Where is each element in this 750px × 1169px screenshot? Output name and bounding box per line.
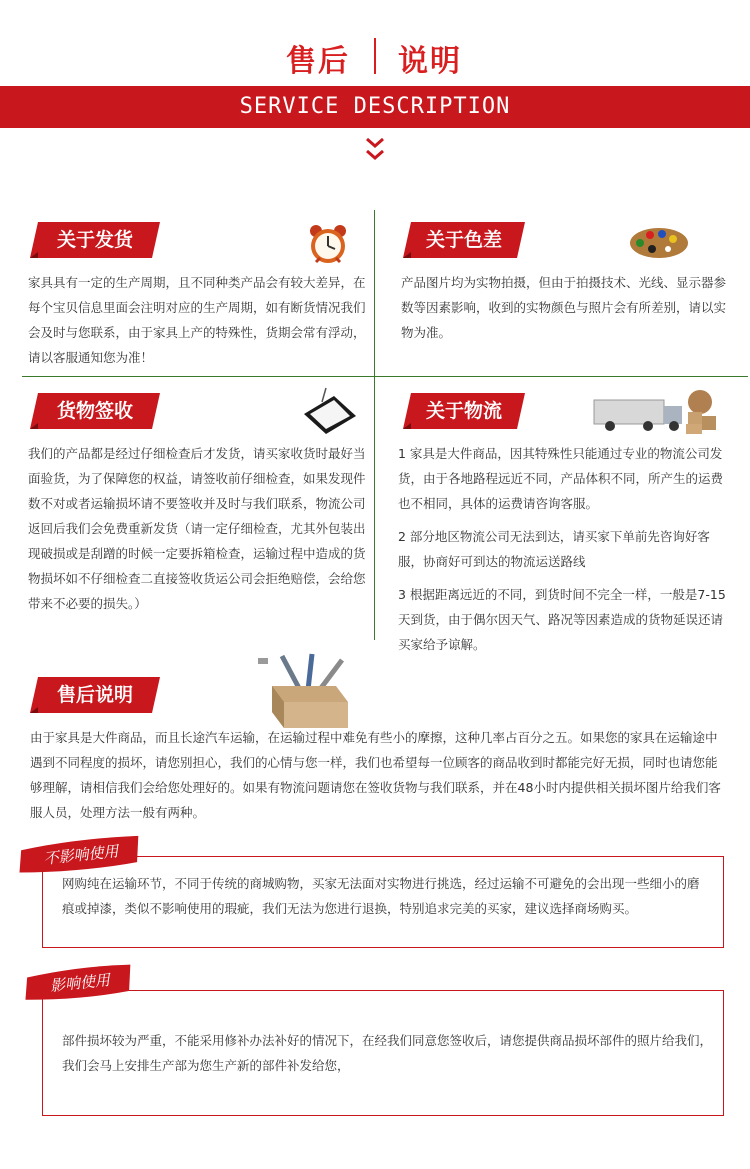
- chevron-down-icon: [365, 138, 385, 148]
- stamp-text: 不影响使用: [42, 842, 120, 868]
- horizontal-divider: [22, 376, 748, 377]
- section-label-shipping: [30, 222, 160, 258]
- label-text: 关于色差: [425, 229, 502, 251]
- label-text: 货物签收: [56, 400, 133, 422]
- section-label-aftersale: [30, 677, 160, 713]
- shipping-text: 家具具有一定的生产周期，且不同种类产品会有较大差异，在每个宝贝信息里面会注明对应的生产周期，如有断货情况我们会及时与您联系，由于家具上产的特殊性，货期会常有浮动，请以客服通知您为准！: [28, 275, 366, 365]
- signing-text: 我们的产品都是经过仔细检查后才发货，请买家收货时最好当面验货，为了保障您的权益，请签收前仔细检查，如果发现件数不对或者运输损坏请不要签收并及时与我们联系，物流公司返回后我们会免费重新发货（请一定仔细检查，尤其外包装出现破损或是刮蹭的时候一定要拆箱检查，运输过程中造成的货物损坏如不仔细检查二直接签收货运公司会拒绝赔偿，会给您带来不必要的损失。）: [28, 446, 366, 611]
- label-text: 关于发货: [56, 229, 133, 251]
- toolbox-icon: [254, 650, 358, 732]
- page-title-right: 说明: [398, 44, 462, 79]
- vertical-divider: [374, 210, 375, 640]
- truck-icon: [592, 386, 720, 438]
- logistics-item: 3 根据距离远近的不同，到货时间不完全一样，一般是7-15天到货，由于偶尔因天气、路况等因素造成的货物延误还请买家给予谅解。: [398, 587, 726, 652]
- label-text: 售后说明: [56, 684, 133, 706]
- logistics-item: 1 家具是大件商品，因其特殊性只能通过专业的物流公司发货，由于各地路程远近不同，产品体积不同，所产生的运费也不相同，具体的运费请咨询客服。: [398, 446, 724, 511]
- tablet-icon: [300, 386, 360, 436]
- no-impact-text: 网购纯在运输环节，不同于传统的商城购物，买家无法面对实物进行挑选，经过运输不可避免的会出现一些细小的磨痕或掉漆，类似不影响使用的瑕疵，我们无法为您进行退换，特别追求完美的买家，建议选择商场购买。: [62, 876, 700, 916]
- title-separator: [374, 38, 376, 74]
- section-label-signing: [30, 393, 160, 429]
- alarm-clock-icon: [306, 222, 350, 266]
- service-banner: SERVICE DESCRIPTION: [0, 86, 750, 128]
- aftersale-text: 由于家具是大件商品，而且长途汽车运输，在运输过程中难免有些小的摩擦，这种几率占百分之五。如果您的家具在运输途中遇到不同程度的损坏，请您别担心，我们的心情与您一样，我们也希望每一位顾客的商品收到时都能完好无损，同时也请您能够理解，请相信我们会给您处理好的。如果有物流问题请您在签收货物与我们联系，并在48小时内提供相关损坏图片给我们客服人员，处理方法一般有两种。: [30, 730, 721, 820]
- label-text: 关于物流: [425, 400, 502, 422]
- page-title-left: 售后: [286, 44, 350, 79]
- section-label-color: [403, 222, 525, 258]
- chevron-down-icon: [365, 150, 385, 160]
- section-label-logistics: [403, 393, 525, 429]
- logistics-item: 2 部分地区物流公司无法到达，请买家下单前先咨询好客服，协商好可到达的物流运送路线: [398, 529, 710, 569]
- logistics-list: [398, 441, 728, 657]
- paint-palette-icon: [628, 225, 690, 261]
- impact-text: 部件损坏较为严重，不能采用修补办法补好的情况下，在经我们同意您签收后，请您提供商品损坏部件的照片给我们，我们会马上安排生产部为您生产新的部件补发给您，: [62, 1033, 713, 1073]
- color-text: 产品图片均为实物拍摄，但由于拍摄技术、光线、显示器参数等因素影响，收到的实物颜色与照片会有所差别，请以实物为准。: [401, 275, 727, 340]
- stamp-text: 影响使用: [49, 970, 111, 996]
